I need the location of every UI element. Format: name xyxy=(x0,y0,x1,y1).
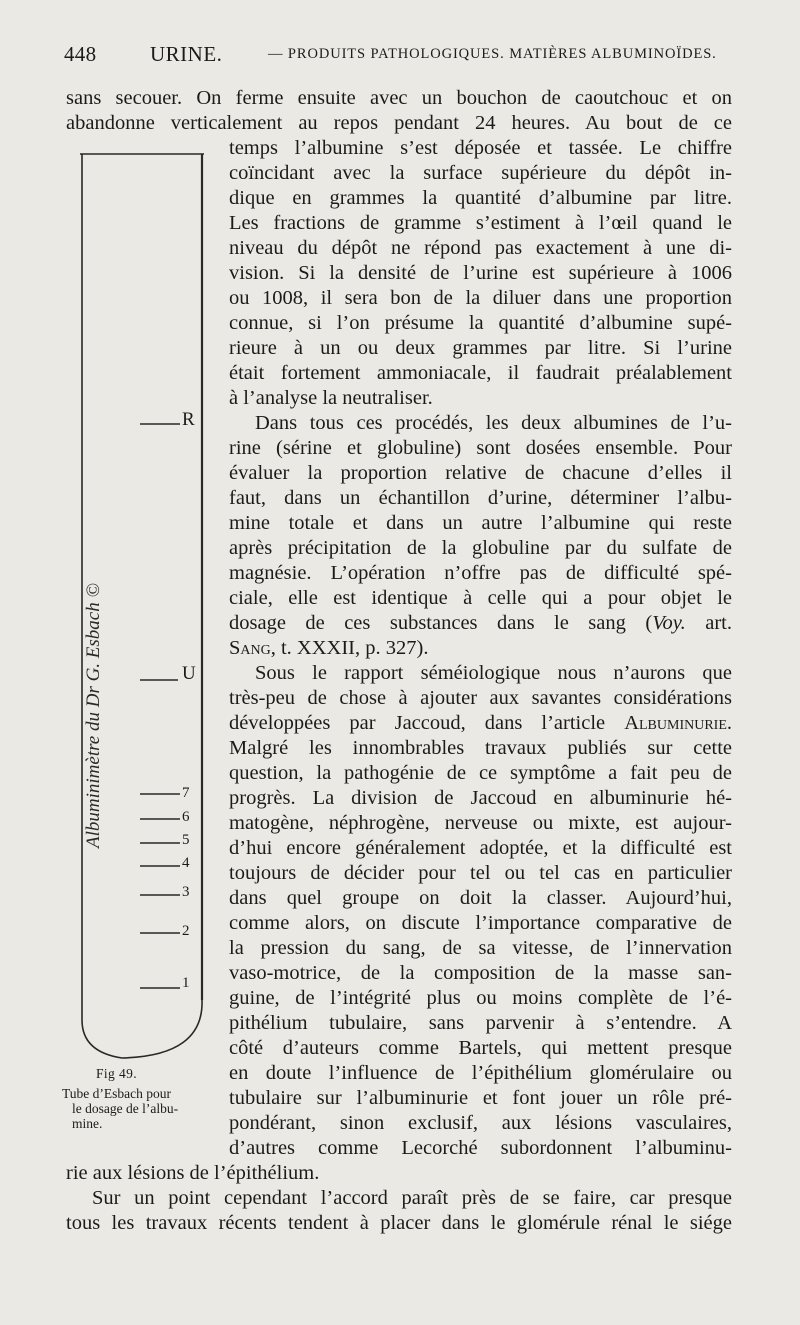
caption-line: mine. xyxy=(72,1116,103,1131)
text-line: était fortement ammoniacale, il faudrait préalablement xyxy=(229,362,732,384)
text-line: abandonne verticalement au repos pendant 24 heures. Au bout de ce xyxy=(66,112,732,134)
esbach-tube-figure xyxy=(60,140,220,1070)
small-caps-ref: Albuminurie xyxy=(624,712,727,734)
text-line: dique en grammes la quantité d’albumine par litre. xyxy=(229,187,732,209)
text-line: côté d’auteurs comme Bartels, qui mettent presque xyxy=(229,1037,732,1059)
text-line: Malgré les innombrables travaux publiés sur cette xyxy=(229,737,732,759)
running-subtitle: — PRODUITS PATHOLOGIQUES. MATIÈRES ALBUMINOÏDES. xyxy=(268,46,717,62)
graduation-label: 4 xyxy=(182,855,190,871)
text-line: coïncidant avec la surface supérieure du dépôt in- xyxy=(229,162,732,184)
text-line: la pression du sang, de sa vitesse, de l’innervation xyxy=(229,937,732,959)
caption-line: le dosage de l’albu- xyxy=(72,1101,179,1116)
text-line: magnésie. L’opération n’offre pas de difficulté spé- xyxy=(229,562,732,584)
text-run: développées par Jaccoud, dans l’article xyxy=(229,712,625,734)
text-line: comme alors, on discute l’importance comparative de xyxy=(229,912,732,934)
text-line: question, la pathogénie de ce symptôme a fait peu de xyxy=(229,762,732,784)
mark-r: R xyxy=(182,409,195,430)
text-line: tous les travaux récents tendent à placer dans le glomérule rénal le siége xyxy=(66,1212,732,1234)
mark-u: U xyxy=(182,663,196,684)
running-head xyxy=(64,40,744,70)
figure-caption xyxy=(62,1086,218,1131)
text-line: rine (sérine et globuline) sont dosées ensemble. Pour xyxy=(229,437,732,459)
italic-ref: Voy. xyxy=(652,612,686,634)
text-run: dosage de ces substances dans le sang ( xyxy=(229,612,653,634)
text-line: connue, si l’on présume la quantité d’albumine supé- xyxy=(229,312,732,334)
text-line: dans quel groupe on doit la classer. Aujourd’hui, xyxy=(229,887,732,909)
graduation-label: 3 xyxy=(182,884,190,900)
text-run: , t. XXXII, p. 327). xyxy=(270,637,429,659)
graduation-label: 7 xyxy=(182,785,190,801)
text-line: d’hui encore généralement adoptée, et la difficulté est xyxy=(229,837,732,859)
paragraph-start: Sous le rapport séméiologique nous n’aurons que xyxy=(255,662,732,684)
graduation-label: 1 xyxy=(182,975,190,991)
text-line: toujours de décider pour tel ou tel cas en particulier xyxy=(229,862,732,884)
text-line-mixed xyxy=(229,611,732,636)
text-line: après précipitation de la globuline par du sulfate de xyxy=(229,537,732,559)
text-line: faut, dans un échantillon d’urine, déterminer l’albu- xyxy=(229,487,732,509)
text-line: matogène, néphrogène, nerveuse ou mixte, est aujour- xyxy=(229,812,732,834)
text-line-mixed xyxy=(229,636,732,661)
text-line: à l’analyse la neutraliser. xyxy=(229,387,433,409)
text-run: . xyxy=(726,712,732,734)
graduation-ticks xyxy=(140,424,180,988)
text-line: très-peu de chose à ajouter aux savantes considérations xyxy=(229,687,732,709)
text-line: rieure à un ou deux grammes par litre. Si l’urine xyxy=(229,337,732,359)
text-line: temps l’albumine s’est déposée et tassée. Le chiffre xyxy=(229,137,732,159)
text-line: ciale, elle est identique à celle qui a pour objet le xyxy=(229,587,732,609)
text-line: évaluer la proportion relative de chacune d’elles il xyxy=(229,462,732,484)
paragraph-start: Sur un point cependant l’accord paraît près de se faire, car presque xyxy=(92,1187,732,1209)
text-line: d’autres comme Lecorché subordonnent l’albuminu- xyxy=(229,1137,732,1159)
text-line: vision. Si la densité de l’urine est supérieure à 1006 xyxy=(229,262,732,284)
section-name: URINE. xyxy=(150,42,223,66)
text-line: niveau du dépôt ne répond pas exactement à une di- xyxy=(229,237,732,259)
text-line: ou 1008, il sera bon de la diluer dans une proportion xyxy=(229,287,732,309)
text-line: en doute l’influence de l’épithélium glomérulaire ou xyxy=(229,1062,732,1084)
text-run: art. xyxy=(685,612,732,634)
text-line: pithélium tubulaire, sans parvenir à s’entendre. A xyxy=(229,1012,732,1034)
page-number: 448 xyxy=(64,42,97,66)
text-line: vaso-motrice, de la composition de la masse san- xyxy=(229,962,732,984)
paragraph-start: Dans tous ces procédés, les deux albumines de l’u- xyxy=(255,412,732,434)
figure-title: Fig 49. xyxy=(96,1066,138,1081)
text-line: progrès. La division de Jaccoud en albuminurie hé- xyxy=(229,787,732,809)
text-line: rie aux lésions de l’épithélium. xyxy=(66,1162,320,1184)
text-line: pondérant, sinon exclusif, aux lésions vasculaires, xyxy=(229,1112,732,1134)
caption-line: Tube d’Esbach pour xyxy=(62,1086,171,1101)
text-line: guine, de l’intégrité plus ou moins complète de l’é- xyxy=(229,987,732,1009)
graduation-label: 2 xyxy=(182,923,190,939)
text-line: Les fractions de gramme s’estiment à l’œil quand le xyxy=(229,212,732,234)
text-line: sans secouer. On ferme ensuite avec un bouchon de caoutchouc et on xyxy=(66,87,732,109)
text-line: mine totale et dans un autre l’albumine qui reste xyxy=(229,512,732,534)
tube-inscription: Albuminimètre du Dr G. Esbach © xyxy=(83,583,104,848)
text-line: tubulaire sur l’albuminurie et font jouer un rôle pré- xyxy=(229,1087,732,1109)
graduation-label: 6 xyxy=(182,809,190,825)
text-line-mixed xyxy=(229,711,732,736)
small-caps-ref: Sang xyxy=(229,637,271,659)
graduation-label: 5 xyxy=(182,832,190,848)
